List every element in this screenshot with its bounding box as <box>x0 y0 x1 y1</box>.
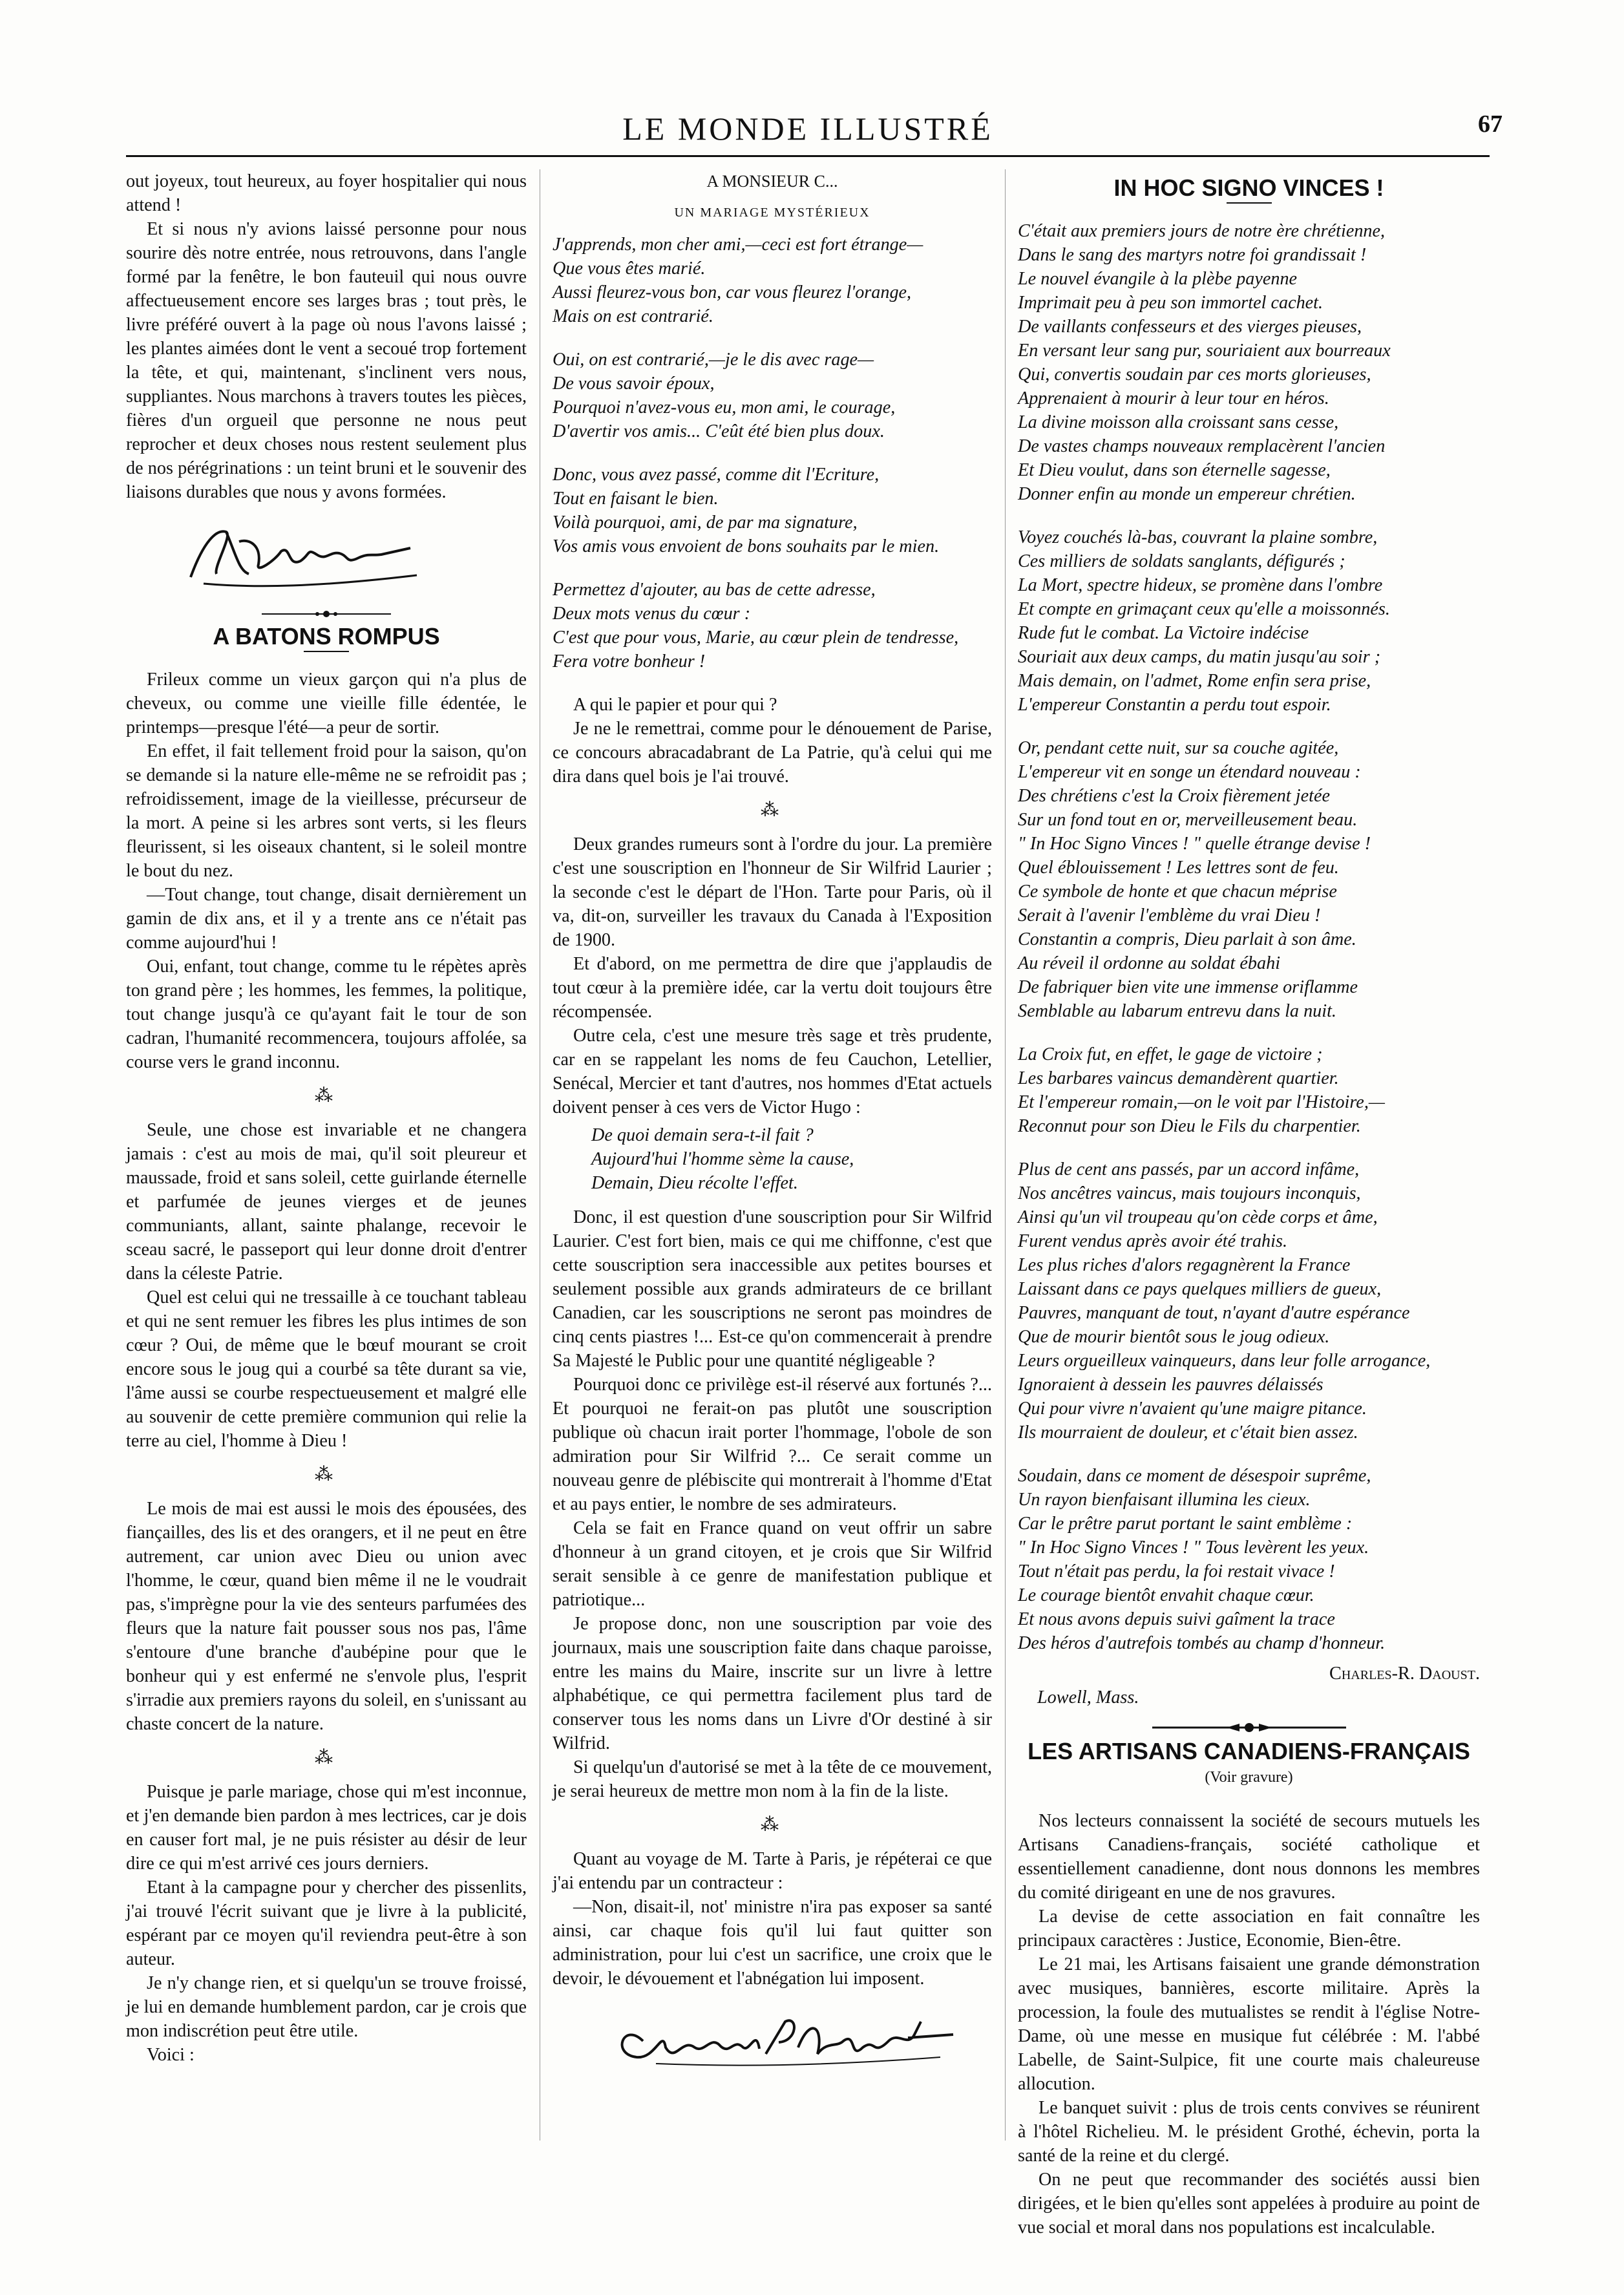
verse-line: Qui pour vivre n'avaient qu'une maigre pitance. <box>1018 1399 1367 1419</box>
paragraph: —Tout change, tout change, disait dernièrement un gamin de dix ans, et il y a trente ans ce n'était pas comme aujourd'hui ! <box>126 885 527 953</box>
verse-line: Furent vendus après avoir été trahis. <box>1018 1231 1288 1251</box>
verse-line: Fera votre bonheur ! <box>553 651 706 672</box>
asterism: ⁂ <box>315 1086 338 1106</box>
verse-line: D'avertir vos amis... C'eût été bien plus doux. <box>553 421 885 441</box>
asterism: ⁂ <box>315 1465 338 1485</box>
verse-line: Et l'empereur romain,—on le voit par l'Histoire,— <box>1018 1092 1385 1112</box>
verse-line: Au réveil il ordonne au soldat ébahi <box>1018 953 1281 973</box>
paragraph: Outre cela, c'est une mesure très sage et très prudente, car en se rappelant les noms de feu Cauchon, Letellier, Senécal, Mercier et tant d'autres, nos hommes d'Etat actuels doivent penser à ces vers de Victor Hugo : <box>553 1026 992 1117</box>
ornament-icon <box>1152 1722 1346 1733</box>
column-2 <box>553 169 992 2090</box>
verse-line: La divine moisson alla croissant sans cesse, <box>1018 412 1339 432</box>
verse-line: Les plus riches d'alors regagnèrent la France <box>1018 1255 1351 1275</box>
stanza <box>553 463 992 558</box>
paragraph: Frileux comme un vieux garçon qui n'a plus de cheveux, ou comme une vieille fille édentée, le printemps—presque l'été—a peur de sortir. <box>126 670 527 737</box>
paragraph: Deux grandes rumeurs sont à l'ordre du jour. La première c'est une souscription en l'honneur de Sir Wilfrid Laurier ; la seconde c'est le départ de l'Hon. Tarte pour Paris, où il va, dit-on, surveiller les travaux du Canada à l'Exposition de 1900. <box>553 834 992 950</box>
verse-line: Quel éblouissement ! Les lettres sont de feu. <box>1018 858 1339 878</box>
paragraph: Le 21 mai, les Artisans faisaient une grande démonstration avec musiques, bannières, escorte militaire. Après la procession, la foule des mutualistes se rendit à l'église Notre-Dame, où une messe en musique fut célébrée : M. l'abbé Labelle, de Saint-Sulpice, fit une courte mais chaleureuse allocution. <box>1018 1954 1480 2094</box>
verse-line: Pauvres, manquant de tout, n'ayant d'autre espérance <box>1018 1303 1410 1323</box>
heading-rule <box>304 651 349 652</box>
verse-line: Ces milliers de soldats sanglants, défigurés ; <box>1018 551 1345 571</box>
section-heading: LES ARTISANS CANADIENS-FRANÇAIS <box>1028 1738 1470 1764</box>
verse-line: Donner enfin au monde un empereur chrétien. <box>1018 484 1356 504</box>
paragraph: Puisque je parle mariage, chose qui m'est inconnue, et j'en demande bien pardon à mes lectrices, car je dois en causer fort mal, je ne puis résister au désir de leur dire ce qui m'est arrivé ces jours derniers. <box>126 1782 527 1874</box>
verse-line: " In Hoc Signo Vinces ! " quelle étrange devise ! <box>1018 834 1371 854</box>
stanza <box>1018 1042 1480 1138</box>
paragraph: En effet, il fait tellement froid pour la saison, qu'on se demande si la nature elle-même ne se refroidit pas ; refroidissement, image de la vieillesse, précurseur de la mort. A peine si les arbres sont verts, si les fleurs fleurissent, si les oiseaux chantent, si le soleil montre le bout du nez. <box>126 741 527 881</box>
signature-icon <box>178 516 436 593</box>
section-heading: A BATONS ROMPUS <box>213 623 440 650</box>
verse-line: Que de mourir bientôt sous le joug odieux. <box>1018 1327 1330 1347</box>
asterism: ⁂ <box>315 1748 338 1768</box>
paragraph: Seule, une chose est invariable et ne changera jamais : c'est au mois de mai, qu'il soit pleureur et maussade, froid et sans soleil, cette guirlande éternelle et parfumée de jeunes vierges et de jeunes communiants, allant, sainte phalange, recevoir le sceau sacré, le passeport qui leur donne droit d'entrer dans la céleste Patrie. <box>126 1120 527 1284</box>
verse-line: Ainsi qu'un vil troupeau qu'on cède corps et âme, <box>1018 1207 1378 1227</box>
paragraph: Et d'abord, on me permettra de dire que j'applaudis de tout cœur à la première idée, car la vertu doit toujours être récompensée. <box>553 954 992 1022</box>
paragraph: Cela se fait en France quand on veut offrir un sabre d'honneur à un grand citoyen, et je crois que Sir Wilfrid serait sensible à ce genre de manifestation publique et patriotique... <box>553 1518 992 1610</box>
stanza <box>553 578 992 673</box>
stanza <box>553 348 992 443</box>
paragraph: Quant au voyage de M. Tarte à Paris, je répéterai ce que j'ai entendu par un contracteur : <box>553 1849 992 1893</box>
verse-line: Tout en faisant le bien. <box>553 489 719 509</box>
verse-line: Soudain, dans ce moment de désespoir suprême, <box>1018 1466 1371 1486</box>
paragraph: Je n'y change rien, et si quelqu'un se trouve froissé, je lui en demande humblement pardon, car je crois que mon indiscrétion peut être utile. <box>126 1973 527 2041</box>
masthead <box>126 110 1503 149</box>
paragraph: Donc, il est question d'une souscription pour Sir Wilfrid Laurier. C'est fort bien, mais ce qui me chiffonne, c'est que cette souscription sera inaccessible aux petites bourses et seulement possible aux grands admirateurs de ce brillant Canadien, car les souscriptions ne seront pas moindres de cinq cents piastres !... Est-ce qu'on commencerait à prendre Sa Majesté le Public pour une quantité négligeable ? <box>553 1207 992 1371</box>
paragraph: out joyeux, tout heureux, au foyer hospitalier qui nous attend ! <box>126 171 527 215</box>
verse-line: Dans le sang des martyrs notre foi grandissait ! <box>1018 245 1367 265</box>
paragraph: Le mois de mai est aussi le mois des épousées, des fiançailles, des lis et des orangers, et il ne peut en être autrement, car union avec Dieu ou union avec l'homme, le cœur, quand bien même il ne le voudrait pas, s'imprègne pour la vie des senteurs parfumées des fleurs que la nature fait pousser sous nos pas, l'âme s'entoure d'une branche d'aubépine pour que le bonheur qui y est enfermé ne s'envole plus, l'esprit s'irradie aux premiers rayons du soleil, en s'unissant au chaste concert de la nature. <box>126 1499 527 1734</box>
poem-place: Lowell, Mass. <box>1037 1687 1139 1708</box>
column-divider <box>1005 169 1006 2141</box>
verse-line: Ce symbole de honte et que chacun méprise <box>1018 882 1337 902</box>
stanza <box>1018 219 1480 506</box>
verse-line: Aussi fleurez-vous bon, car vous fleurez l'orange, <box>553 282 912 302</box>
poem-title: IN HOC SIGNO VINCES ! <box>1113 175 1384 201</box>
verse-line: Leurs orgueilleux vainqueurs, dans leur folle arrogance, <box>1018 1351 1431 1371</box>
verse-line: Aujourd'hui l'homme sème la cause, <box>591 1149 854 1169</box>
verse-line: Semblable au labarum entrevu dans la nuit. <box>1018 1001 1336 1021</box>
verse-line: C'était aux premiers jours de notre ère chrétienne, <box>1018 221 1386 241</box>
ornament-icon <box>262 610 391 618</box>
column-3 <box>1018 169 1480 2239</box>
verse-line: Et Dieu voulut, dans son éternelle sagesse, <box>1018 460 1331 480</box>
figure-note: (Voir gravure) <box>1205 1769 1293 1786</box>
verse-line: La Mort, spectre hideux, se promène dans l'ombre <box>1018 575 1383 595</box>
verse-line: Constantin a compris, Dieu parlait à son âme. <box>1018 929 1356 949</box>
verse-line: De fabriquer bien vite une immense oriflamme <box>1018 977 1358 997</box>
verse-line: Laissant dans ce pays quelques milliers de gueux, <box>1018 1279 1382 1299</box>
paragraph: Si quelqu'un d'autorisé se met à la tête de ce mouvement, je serai heureux de mettre mon nom à la fin de la liste. <box>553 1757 992 1801</box>
verse-line: Sur un fond tout en or, merveilleusement beau. <box>1018 810 1358 830</box>
poem <box>1018 219 1480 1655</box>
signature-icon <box>604 2002 966 2073</box>
poem-title: A MONSIEUR C... <box>706 172 838 191</box>
page-number: 67 <box>1478 111 1503 138</box>
stanza <box>1018 525 1480 717</box>
verse-line: Les barbares vaincus demandèrent quartier. <box>1018 1068 1339 1088</box>
verse-line: Souriait aux deux camps, du matin jusqu'au soir ; <box>1018 647 1381 667</box>
poem-author: Charles-R. Daoust. <box>1329 1664 1480 1684</box>
verse-line: Mais demain, on l'admet, Rome enfin sera prise, <box>1018 671 1371 691</box>
verse-line: La Croix fut, en effet, le gage de victoire ; <box>1018 1044 1323 1064</box>
verse-line: Rude fut le combat. La Victoire indécise <box>1018 623 1309 643</box>
verse-line: Apprenaient à mourir à leur tour en héros. <box>1018 388 1329 408</box>
verse-line: Et nous avons depuis suivi gaîment la trace <box>1018 1609 1335 1629</box>
verse-line: Reconnut pour son Dieu le Fils du charpentier. <box>1018 1116 1361 1136</box>
verse-line: J'apprends, mon cher ami,—ceci est fort étrange— <box>553 235 923 255</box>
paragraph: La devise de cette association en fait connaître les principaux caractères : Justice, Economie, Bien-être. <box>1018 1907 1480 1951</box>
paragraph: Je propose donc, non une souscription par voie des journaux, mais une souscription faite dans chaque paroisse, entre les mains du Maire, inscrite sur un livre à lettre alphabétique, ce qui permettra facilement plus tard de conserver tous les noms dans un Livre d'Or destiné à sir Wilfrid. <box>553 1614 992 1753</box>
verse-line: De quoi demain sera-t-il fait ? <box>591 1125 814 1145</box>
verse-line: Voyez couchés là-bas, couvrant la plaine sombre, <box>1018 527 1378 547</box>
quotation <box>591 1123 992 1195</box>
verse-line: L'empereur Constantin a perdu tout espoir. <box>1018 695 1331 715</box>
paragraph: —Non, disait-il, not' ministre n'ira pas exposer sa santé ainsi, car chaque fois qu'il lui faut quitter son administration, pour lui c'est un sacrifice, une croix que le devoir, le dévouement et l'abnégation lui imposent. <box>553 1897 992 1989</box>
paragraph: On ne peut que recommander des sociétés aussi bien dirigées, et le bien qu'elles sont appelées à produire au point de vue social et moral dans nos populations est incalculable. <box>1018 2170 1480 2237</box>
verse-line: De vaillants confesseurs et des vierges pieuses, <box>1018 317 1362 337</box>
verse-line: Imprimait peu à peu son immortel cachet. <box>1018 293 1323 313</box>
verse-line: Ignoraient à dessein les pauvres délaissés <box>1018 1375 1323 1395</box>
paragraph: Et si nous n'y avions laissé personne pour nous sourire dès notre entrée, nous retrouvons, dans l'angle formé par la fenêtre, le bon fauteuil qui nous ouvre affectueusement encore ses larges bras ; tout près, le livre préféré ouvert à la page où nous l'avons laissé ; les plantes aimées dont le vent a secoué trop fortement la tête, et qui, maintenant, s'inclinent vers nous, suppliantes. Nous marchons à travers toutes les pièces, fières d'un orgueil que personne ne nous peut reprocher et deux choses nous restent seulement plus de nos pérégrinations : un teint bruni et le souvenir des liaisons durables que nous y avons formées. <box>126 219 527 502</box>
verse-line: Vos amis vous envoient de bons souhaits par le mien. <box>553 536 940 556</box>
poem <box>553 233 992 673</box>
verse-line: Serait à l'avenir l'emblème du vrai Dieu ! <box>1018 905 1321 925</box>
verse-line: Or, pendant cette nuit, sur sa couche agitée, <box>1018 738 1339 758</box>
stanza <box>553 233 992 328</box>
paragraph: Je ne le remettrai, comme pour le dénouement de Parise, ce concours abracadabrant de La Patrie, qu'à celui qui me dira dans quel bois je l'ai trouvé. <box>553 719 992 787</box>
paragraph: Oui, enfant, tout change, comme tu le répètes après ton grand père ; les hommes, les femmes, la politique, tout change jusqu'à ce qu'ayant fait le tour de son cadran, l'humanité recommencera, toujours affolée, sa course vers le grand inconnu. <box>126 957 527 1072</box>
verse-line: Et compte en grimaçant ceux qu'elle a moissonnés. <box>1018 599 1390 619</box>
paragraph: Etant à la campagne pour y chercher des pissenlits, j'ai trouvé l'écrit suivant que je livre à la publicité, espérant par ce moyen qu'il reviendra peut-être à son auteur. <box>126 1877 527 1969</box>
verse-line: Le courage bientôt envahit chaque cœur. <box>1018 1585 1314 1605</box>
paragraph: Pourquoi donc ce privilège est-il réservé aux fortunés ?... Et pourquoi ne ferait-on pas plutôt une souscription publique où chacun irait porter l'hommage, l'obole de son admiration pour Sir Wilfrid ?... Ce serait comme un nouveau genre de plébiscite qui montrerait à l'homme d'Etat et au pays entier, le nombre de ses admirateurs. <box>553 1375 992 1514</box>
paragraph: Nos lecteurs connaissent la société de secours mutuels les Artisans Canadiens-français, société catholique et essentiellement canadienne, dont nous donnons les membres du comité dirigeant en une de nos gravures. <box>1018 1811 1480 1903</box>
paragraph: Voici : <box>147 2045 195 2065</box>
verse-line: Le nouvel évangile à la plèbe payenne <box>1018 269 1298 289</box>
verse-line: C'est que pour vous, Marie, au cœur plein de tendresse, <box>553 628 959 648</box>
paragraph: Le banquet suivit : plus de trois cents convives se réunirent à l'hôtel Richelieu. M. le président Grothé, échevin, porta la santé de la reine et du clergé. <box>1018 2098 1480 2166</box>
stanza <box>1018 1464 1480 1655</box>
verse-line: Voilà pourquoi, ami, de par ma signature, <box>553 513 858 533</box>
poem-subtitle: UN MARIAGE MYSTÉRIEUX <box>674 206 870 220</box>
verse-line: Oui, on est contrarié,—je le dis avec rage— <box>553 350 874 370</box>
verse-line: Des héros d'autrefois tombés au champ d'honneur. <box>1018 1633 1386 1653</box>
verse-line: Car le prêtre parut portant le saint emblème : <box>1018 1514 1353 1534</box>
verse-line: " In Hoc Signo Vinces ! " Tous levèrent les yeux. <box>1018 1538 1369 1558</box>
verse-line: Qui, convertis soudain par ces morts glorieuses, <box>1018 365 1371 385</box>
paragraph: A qui le papier et pour qui ? <box>573 695 777 715</box>
verse-line: Que vous êtes marié. <box>553 259 706 279</box>
verse-line: Pourquoi n'avez-vous eu, mon ami, le courage, <box>553 397 896 418</box>
verse-line: Un rayon bienfaisant illumina les cieux. <box>1018 1490 1311 1510</box>
verse-line: Nos ancêtres vaincus, mais toujours inconquis, <box>1018 1183 1361 1203</box>
verse-line: De vous savoir époux, <box>553 374 715 394</box>
verse-line: Demain, Dieu récolte l'effet. <box>591 1173 798 1193</box>
verse-line: En versant leur sang pur, souriaient aux bourreaux <box>1018 341 1391 361</box>
verse-line: Mais on est contrarié. <box>553 306 713 326</box>
verse-line: Deux mots venus du cœur : <box>553 604 751 624</box>
verse-line: Plus de cent ans passés, par un accord infâme, <box>1018 1159 1360 1179</box>
paragraph: Quel est celui qui ne tressaille à ce touchant tableau et qui ne sent remuer les fibres les plus intimes de son cœur ? Oui, de même que le bœuf mourant se croit encore sous le joug qui a courbé sa tête durant sa vie, l'âme aussi se courbe respectueusement et malgré elle au souvenir de cette première communion qui relie la terre au ciel, l'homme à Dieu ! <box>126 1287 527 1451</box>
verse-line: Ils mourraient de douleur, et c'était bien assez. <box>1018 1422 1358 1443</box>
stanza <box>1018 1158 1480 1444</box>
verse-line: Donc, vous avez passé, comme dit l'Ecriture, <box>553 465 880 485</box>
stanza <box>1018 736 1480 1023</box>
heading-rule <box>1227 202 1272 204</box>
column-1 <box>126 169 527 2067</box>
verse-line: L'empereur vit en songe un étendard nouveau : <box>1018 762 1361 782</box>
verse-line: De vastes champs nouveaux remplacèrent l'ancien <box>1018 436 1386 456</box>
verse-line: Des chrétiens c'est la Croix fièrement jetée <box>1018 786 1330 806</box>
newspaper-title: LE MONDE ILLUSTRÉ <box>622 111 993 147</box>
verse-line: Permettez d'ajouter, au bas de cette adresse, <box>553 580 876 600</box>
verse-line: Tout n'était pas perdu, la foi restait vivace ! <box>1018 1561 1335 1581</box>
asterism: ⁂ <box>761 800 784 820</box>
asterism: ⁂ <box>761 1815 784 1835</box>
header-rule <box>126 155 1490 157</box>
